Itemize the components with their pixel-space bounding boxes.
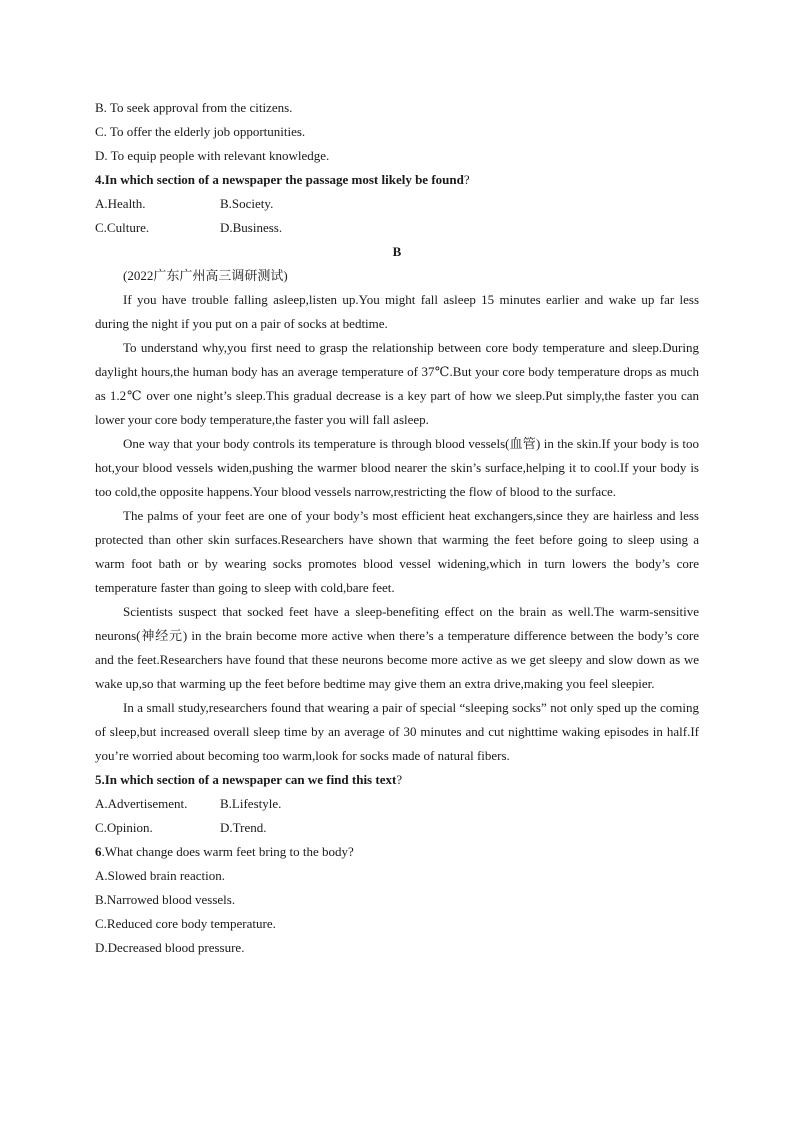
q6-option-b: B.Narrowed blood vessels. <box>95 892 236 907</box>
source-note: (2022广东广州高三调研测试) <box>123 268 288 283</box>
paragraph-2: To understand why,you first need to grasp the relationship between core body temperature and sleep.During daylight hours,the human body has an average temperature of 37℃.But your core body temperature drops as much as 1.2℃ over one night’s sleep.This gradual decrease is a key part of how we sleep.Put simply,the faster you can lower your core body temperature,the faster you will fall asleep. <box>95 340 699 427</box>
question-5-number: 5 <box>95 772 102 787</box>
question-4-end: ? <box>463 172 470 187</box>
section-label: B <box>392 244 402 259</box>
option-b-prev: B. To seek approval from the citizens. <box>95 100 293 115</box>
q4-option-c: C.Culture. <box>95 220 150 235</box>
q4-option-b: B.Society. <box>220 196 274 211</box>
q6-option-a: A.Slowed brain reaction. <box>95 868 225 883</box>
question-5: 5.In which section of a newspaper can we find this text? <box>95 772 403 787</box>
q4-option-d: D.Business. <box>220 220 283 235</box>
document-page <box>95 96 699 960</box>
question-6-stem: What change does warm feet bring to the body? <box>104 844 354 859</box>
q5-option-b: B.Lifestyle. <box>220 796 282 811</box>
paragraph-4: The palms of your feet are one of your body’s most efficient heat exchangers,since they are hairless and less protected than other skin surfaces.Researchers have shown that warming the feet before going to sleep using a warm foot bath or by wearing socks promotes blood vessel widening,which in turn lowers the body’s core temperature faster than going to sleep with cold,bare feet. <box>95 508 699 595</box>
question-5-end: ? <box>396 772 403 787</box>
question-5-options-row-1 <box>95 792 699 816</box>
question-4-stem: In which section of a newspaper the passage most likely be found <box>104 172 464 187</box>
q5-option-c: C.Opinion. <box>95 820 153 835</box>
q6-option-c: C.Reduced core body temperature. <box>95 916 276 931</box>
question-4-number: 4 <box>95 172 102 187</box>
q6-option-d: D.Decreased blood pressure. <box>95 940 245 955</box>
q5-option-a: A.Advertisement. <box>95 796 188 811</box>
question-4: 4.In which section of a newspaper the passage most likely be found? <box>95 172 470 187</box>
paragraph-6: In a small study,researchers found that wearing a pair of special “sleeping socks” not only sped up the coming of sleep,but increased overall sleep time by an average of 30 minutes and cut nighttime waking episodes in half.If you’re worried about becoming too warm,look for socks made of natural fibers. <box>95 700 699 763</box>
q4-option-a: A.Health. <box>95 196 146 211</box>
option-d-prev: D. To equip people with relevant knowledge. <box>95 148 330 163</box>
question-4-options-row-1 <box>95 192 699 216</box>
question-6: 6.What change does warm feet bring to the body? <box>95 844 354 859</box>
option-c-prev: C. To offer the elderly job opportunities. <box>95 124 306 139</box>
paragraph-1: If you have trouble falling asleep,listen up.You might fall asleep 15 minutes earlier and wake up far less during the night if you put on a pair of socks at bedtime. <box>95 292 699 331</box>
question-5-stem: In which section of a newspaper can we find this text <box>104 772 397 787</box>
question-6-number: 6 <box>95 844 102 859</box>
paragraph-5: Scientists suspect that socked feet have a sleep-benefiting effect on the brain as well.The warm-sensitive neurons(神经元) in the brain become more active when there’s a temperature difference between the body’s core and the feet.Researchers have found that these neurons become more active as we get sleepy and slow down as we wake up,so that warming up the feet before bedtime may give them an extra drive,making you feel sleepier. <box>95 604 699 691</box>
q5-option-d: D.Trend. <box>220 820 267 835</box>
question-4-options-row-2 <box>95 216 699 240</box>
paragraph-3: One way that your body controls its temperature is through blood vessels(血管) in the skin.If your body is too hot,your blood vessels widen,pushing the warmer blood nearer the skin’s surface,helping it to cool.If your body is too cold,the opposite happens.Your blood vessels narrow,restricting the flow of blood to the surface. <box>95 436 699 499</box>
question-5-options-row-2 <box>95 816 699 840</box>
